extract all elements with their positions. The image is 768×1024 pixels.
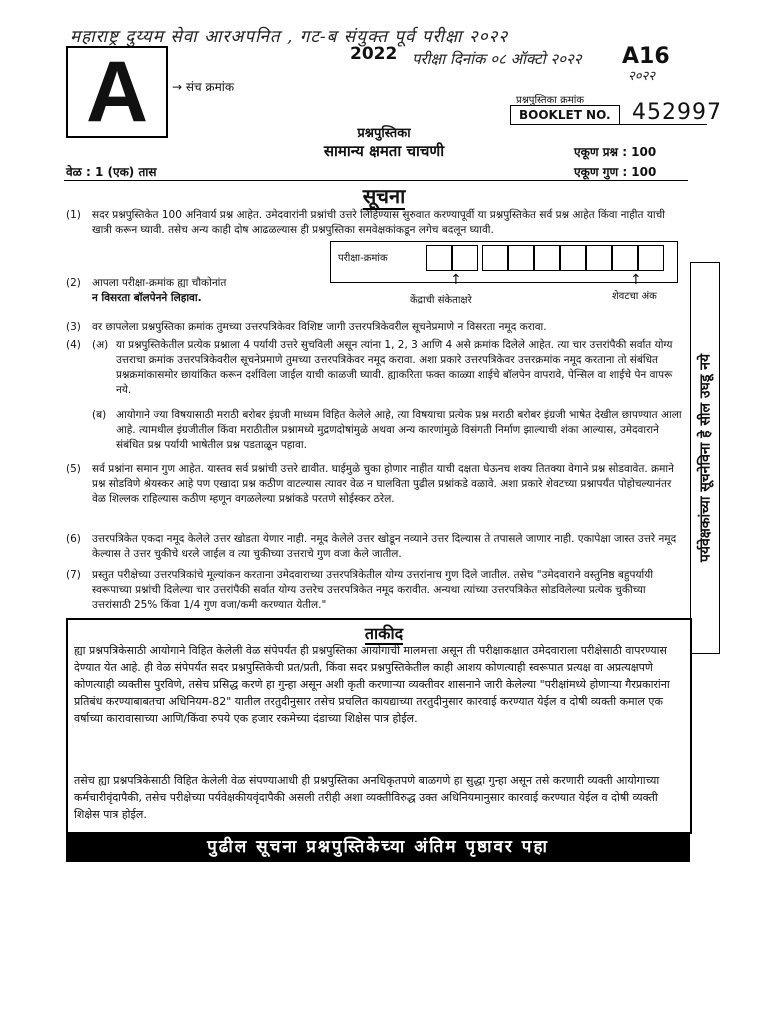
instruction-text: सर्व प्रश्नांना समान गुण आहेत. यास्तव सर्व प्रश्नांची उत्तरे द्यावीत. घाईमुळे चुका होणार नाहीत याची दक्षता घेऊनच शक्य तितक्या वेगाने प्रश्न सोडवावेत. क्रमाने प्रश्न सोडविणे श्रेयस्कर आहे पण एखादा प्रश्न कठीण वाटल्यास त्यावर वेळ न घालविता पुढील प्रश्नांकडे वळावे. अशा प्रकारे शेवटच्या प्रश्नापर्यंत पोहोचल्यानंतर वेळ शिल्लक राहिल्यास कठीण म्हणून वगळलेल्या प्रश्नांकडे परतणे सोईस्कर ठरेल. — [92, 463, 674, 505]
instruction-text: उत्तरपत्रिकेत एकदा नमूद केलेले उत्तर खोडता येणार नाही. नमूद केलेले उत्तर खोडून नव्याने उत्तर दिल्यास ते तपासले जाणार नाही. एकापेक्षा जास्त उत्तरे नमूद केल्यास ते उत्तर चुकीचे धरले जाईल व त्या चुकीच्या उत्तराचे गुण वजा केले जातील. — [92, 533, 677, 560]
exam-year: 2022 — [350, 44, 398, 64]
arrow-up-icon: ↑ — [450, 272, 462, 288]
roll-cell[interactable] — [452, 245, 478, 271]
instruction-text: आयोगाने ज्या विषयासाठी मराठी बरोबर इंग्रजी माध्यम विहित केलेले आहे, त्या विषयाचा प्रत्येक प्रश्न मराठी बरोबर इंग्रजी भाषेत देखील छापण्यात आला आहे. त्यामधील इंग्रजीतील किंवा मराठीतील प्रश्नामध्ये मुद्रणदोषांमुळे अथवा अन्य कारणांमुळे विसंगती निर्माण झाल्याची शंका आल्यास, उमेदवाराने संबंधित प्रश्न पर्यायी भाषेतील प्रश्न पडताळून पहावा. — [116, 409, 682, 451]
paper-title: सामान्य क्षमता चाचणी — [323, 142, 445, 160]
roll-cell[interactable] — [534, 245, 560, 271]
roll-cell[interactable] — [426, 245, 452, 271]
series-caption: → संच क्रमांक — [172, 80, 235, 94]
instruction-sub-label: (अ) — [92, 339, 109, 351]
centre-code-label: केंद्राची संकेताक्षरे — [410, 295, 472, 306]
roll-cell[interactable] — [508, 245, 534, 271]
footer-banner: पुढील सूचना प्रश्नपुस्तिकेच्या अंतिम पृष्ठावर पहा — [66, 832, 690, 862]
roll-cell[interactable] — [482, 245, 508, 271]
booklet-title: प्रश्नपुस्तिका — [357, 126, 411, 141]
instruction-sub-label: (ब) — [92, 409, 107, 421]
instruction-text: वर छापलेला प्रश्नपुस्तिका क्रमांक तुमच्या उत्तरपत्रिकेवर विशिष्ट जागी उत्तरपत्रिकेवरील सूचनेप्रमाणे न विसरता नमूद करावा. — [92, 321, 547, 333]
time-allowed: वेळ : 1 (एक) तास — [66, 165, 157, 179]
instruction-4a — [66, 338, 686, 402]
handwritten-year: २०२२ — [628, 69, 656, 84]
instruction-5 — [66, 462, 686, 526]
instruction-number: (2) — [66, 277, 81, 289]
instruction-text: या प्रश्नपुस्तिकेतील प्रत्येक प्रश्नाला 4 पर्यायी उत्तरे सुचविली असून त्यांना 1, 2, 3 आणि 4 असे क्रमांक दिलेले आहेत. त्या चार उत्तरांपैकी सर्वात योग्य उत्तराचा क्रमांक उत्तरपत्रिकेवरील सूचनेप्रमाणे तुमच्या उत्तरपत्रिकेवर नमूद करावा. अशा प्रकारे उत्तरपत्रिकेवर उत्तरक्रमांक नमूद करताना तो संबंधित प्रश्नक्रमांकासमोर छायांकित करून दर्शविला जाईल याची काळजी घ्यावी. ह्याकरिता फक्त काळ्या शाईचे बॉलपेन वापरावे, पेन्सिल वा शाईचे पेन वापरू नये. — [116, 339, 673, 396]
warning-paragraph-1: ह्या प्रश्नपत्रिकेसाठी आयोगाने विहित केलेली वेळ संपेपर्यंत ही प्रश्नपुस्तिका आयोगाची मालमत्ता असून ती परीक्षाकक्षात उमेदवाराला परीक्षेसाठी वापरण्यास देण्यात येत आहे. ही वेळ संपेपर्यंत सदर प्रश्नपुस्तिकेची प्रत/प्रती, किंवा सदर प्रश्नपुस्तिकेतील काही आशय कोणत्याही स्वरूपात प्रत्यक्ष वा अप्रत्यक्षपणे कोणत्याही व्यक्तीस पुरविणे, तसेच प्रसिद्ध करणे हा गुन्हा असून अशी कृती करणाऱ्या व्यक्तीवर शासनाने जारी केलेल्या "परीक्षांमध्ये होणाऱ्या गैरप्रकारांना प्रतिबंध करण्याबाबतचा अधिनियम-82" यातील तरतुदीनुसार तसेच प्रचलित कायद्याच्या तरतुदीनुसार कारवाई करण्यात येईल व दोषी व्यक्ती कमाल एक वर्षाच्या कारावासाच्या आणि/किंवा रुपये एक हजार रकमेच्या दंडाच्या शिक्षेस पात्र होईल. — [74, 644, 670, 725]
header-divider — [64, 180, 688, 181]
instruction-number: (5) — [66, 463, 81, 475]
instruction-3 — [66, 320, 686, 336]
series-code: A16 — [622, 44, 670, 69]
instruction-number: (3) — [66, 321, 81, 333]
series-letter: A — [85, 44, 149, 140]
booklet-number: 452997 — [632, 100, 722, 125]
warning-paragraph-2: तसेच ह्या प्रश्नपत्रिकेसाठी विहित केलेली वेळ संपण्याआधी ही प्रश्नपुस्तिका अनधिकृतपणे बाळगणे हा सुद्धा गुन्हा असून तसे करणारी व्यक्ती आयोगाच्या कर्मचारीवृंदापैकी, तसेच परीक्षेच्या पर्यवेक्षकीयवृंदापैकी असली तरीही अशा व्यक्तीविरुद्ध उक्त अधिनियमानुसार कारवाई करण्यात येईल व दोषी व्यक्ती शिक्षेस पात्र होईल. — [74, 774, 660, 821]
total-questions: एकूण प्रश्न : 100 — [574, 145, 657, 159]
instruction-text-bold: न विसरता बॉलपेनने लिहावा. — [92, 292, 202, 304]
roll-cell[interactable] — [586, 245, 612, 271]
roll-cell[interactable] — [638, 245, 664, 271]
instruction-number: (4) — [66, 339, 81, 351]
instruction-7 — [66, 568, 686, 616]
instruction-text: आपला परीक्षा-क्रमांक ह्या चौकोनांत — [92, 277, 227, 289]
instruction-text: सदर प्रश्नपुस्तिकेत 100 अनिवार्य प्रश्न आहेत. उमेदवारांनी प्रश्नांची उत्तरे लिहिण्यास सुरुवात करण्यापूर्वी या प्रश्नपुस्तिकेत सर्व प्रश्न आहेत किंवा नाहीत याची खात्री करून घ्यावी. तसेच अन्य काही दोष आढळल्यास ही प्रश्नपुस्तिका समवेक्षकांकडून लगेच बदलून घ्यावी. — [92, 209, 666, 236]
instruction-6 — [66, 532, 686, 564]
instruction-2 — [66, 276, 316, 308]
booklet-label: BOOKLET NO. — [510, 105, 620, 125]
seal-warning-text: पर्यवेक्षकांच्या सूचनेविना हे सील उघडू नये — [697, 353, 714, 563]
total-marks: एकूण गुण : 100 — [574, 165, 657, 179]
arrow-up-icon: ↑ — [630, 272, 642, 288]
instruction-number: (7) — [66, 569, 81, 581]
roll-cell[interactable] — [560, 245, 586, 271]
seal-warning-strip — [690, 262, 720, 654]
roll-cell[interactable] — [612, 245, 638, 271]
last-digit-label: शेवटचा अंक — [612, 291, 657, 302]
handwritten-exam-title: महाराष्ट्र दुय्यम सेवा आरअपनित , गट-ब संयुक्त पूर्व परीक्षा २०२२ — [70, 27, 509, 47]
notice-title: सूचना — [362, 184, 406, 208]
instruction-number: (6) — [66, 533, 81, 545]
instruction-text: प्रस्तुत परीक्षेच्या उत्तरपत्रिकांचे मूल्यांकन करताना उमेदवाराच्या उत्तरपत्रिकेतील योग्य उत्तरांनाच गुण दिले जातील. तसेच "उमेदवाराने वस्तुनिष्ठ बहुपर्यायी स्वरूपाच्या प्रश्नांची दिलेल्या चार उत्तरांपैकी सर्वात योग्य उत्तरेच उत्तरपत्रिकेत नमूद करावीत. अन्यथा त्यांच्या उत्तरपत्रिकेत सोडविलेल्या प्रत्येक चुकीच्या उत्तरांसाठी 25% किंवा 1/4 गुण वजा/कमी करण्यात येतील." — [92, 569, 654, 611]
handwritten-exam-date: परीक्षा दिनांक ०८ ऑक्टो २०२२ — [412, 50, 582, 68]
booklet-caption: प्रश्नपुस्तिका क्रमांक — [516, 95, 584, 106]
instruction-4b — [66, 408, 686, 456]
roll-number-label: परीक्षा-क्रमांक — [338, 253, 388, 264]
instruction-number: (1) — [66, 209, 81, 221]
warning-title: ताकीद — [364, 624, 404, 643]
